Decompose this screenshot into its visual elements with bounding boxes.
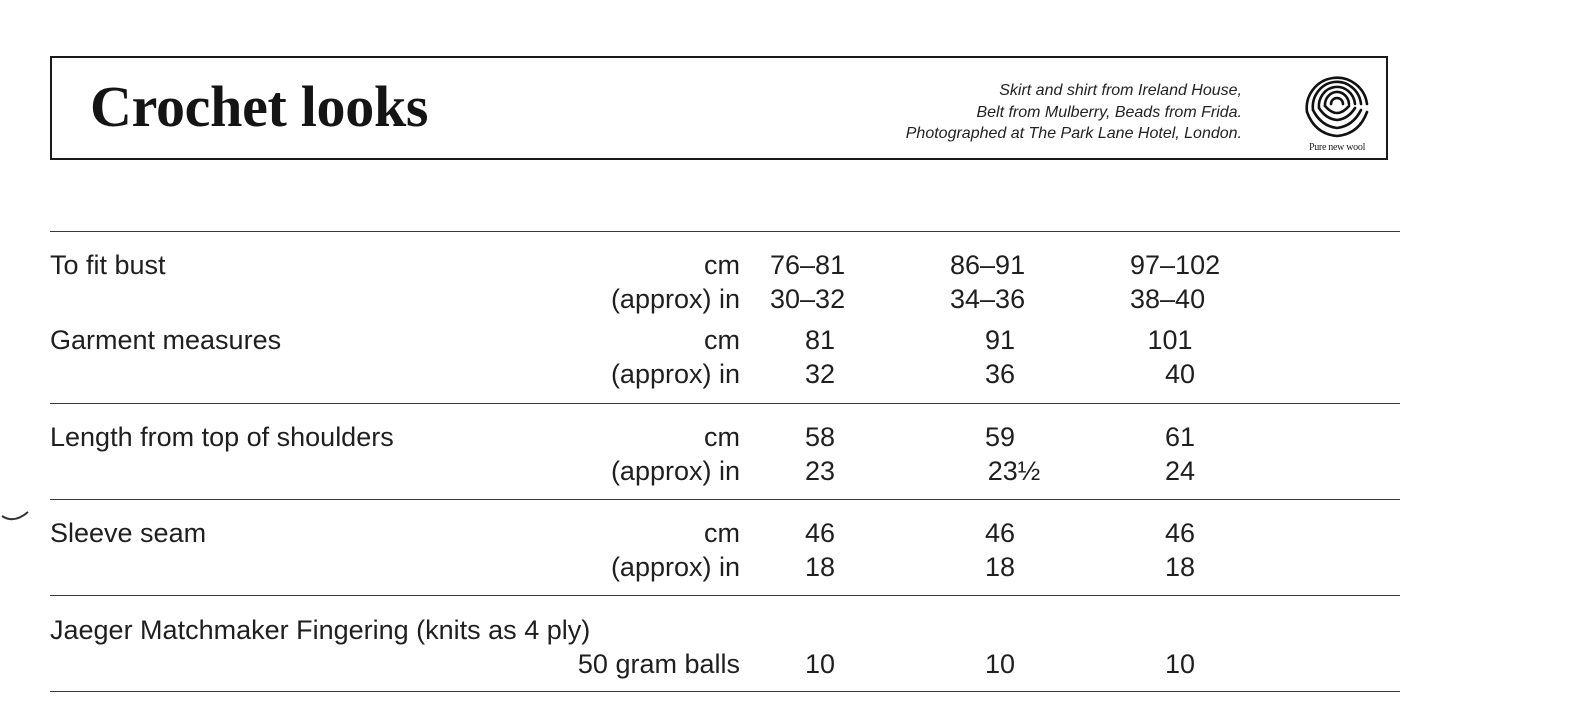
size-value: 91	[984, 325, 1016, 355]
woolmark-icon	[1296, 66, 1378, 142]
size-value: 46	[804, 518, 836, 548]
size-value: 86–91	[950, 250, 1026, 280]
row-label: Length from top of shoulders	[50, 422, 394, 452]
size-value: 23½	[987, 456, 1041, 486]
credit-line: Belt from Mulberry, Beads from Frida.	[976, 103, 1242, 121]
size-value: 58	[804, 422, 836, 452]
size-value: 61	[1164, 422, 1196, 452]
unit-label: (approx) in	[610, 456, 740, 486]
unit-label: (approx) in	[610, 284, 740, 314]
unit-label: cm	[704, 518, 740, 548]
credit-line: Skirt and shirt from Ireland House,	[999, 82, 1242, 99]
size-value: 10	[1164, 649, 1196, 679]
unit-label: (approx) in	[610, 359, 740, 389]
size-value: 24	[1164, 456, 1196, 486]
unit-label: cm	[704, 422, 740, 452]
size-value: 18	[1164, 552, 1196, 582]
credit-line: Photographed at The Park Lane Hotel, London.	[905, 125, 1242, 142]
table-rule	[50, 595, 1400, 596]
table-rule	[50, 499, 1400, 500]
unit-label: 50 gram balls	[577, 649, 740, 679]
size-value: 23	[804, 456, 836, 486]
row-label: To fit bust	[50, 250, 166, 280]
size-value: 30–32	[770, 284, 846, 314]
size-value: 10	[804, 649, 836, 679]
unit-label: cm	[704, 250, 740, 280]
page-title: Crochet looks	[90, 74, 429, 139]
photo-credits	[906, 80, 1242, 145]
row-label: Sleeve seam	[50, 518, 207, 548]
size-value: 46	[984, 518, 1016, 548]
size-value: 32	[804, 359, 836, 389]
size-value: 34–36	[950, 284, 1026, 314]
size-value: 18	[804, 552, 836, 582]
size-value: 18	[984, 552, 1016, 582]
size-value: 76–81	[770, 250, 846, 280]
unit-label: cm	[704, 325, 740, 355]
table-rule	[50, 403, 1400, 404]
header-box	[50, 56, 1388, 160]
table-rule-bottom	[50, 691, 1400, 692]
woolmark-logo	[1296, 66, 1378, 156]
size-value: 40	[1164, 359, 1196, 389]
logo-caption: Pure new wool	[1308, 142, 1366, 153]
size-value: 46	[1164, 518, 1196, 548]
size-value: 59	[984, 422, 1016, 452]
size-value: 81	[804, 325, 836, 355]
row-label: Garment measures	[50, 325, 282, 355]
size-value: 10	[984, 649, 1016, 679]
size-value: 101	[1147, 325, 1193, 355]
row-label: Jaeger Matchmaker Fingering (knits as 4 ply)	[50, 615, 591, 645]
scan-mark	[0, 510, 30, 524]
table-rule-top	[50, 231, 1400, 232]
size-value: 97–102	[1130, 250, 1221, 280]
size-value: 36	[984, 359, 1016, 389]
size-value: 38–40	[1130, 284, 1206, 314]
unit-label: (approx) in	[610, 552, 740, 582]
